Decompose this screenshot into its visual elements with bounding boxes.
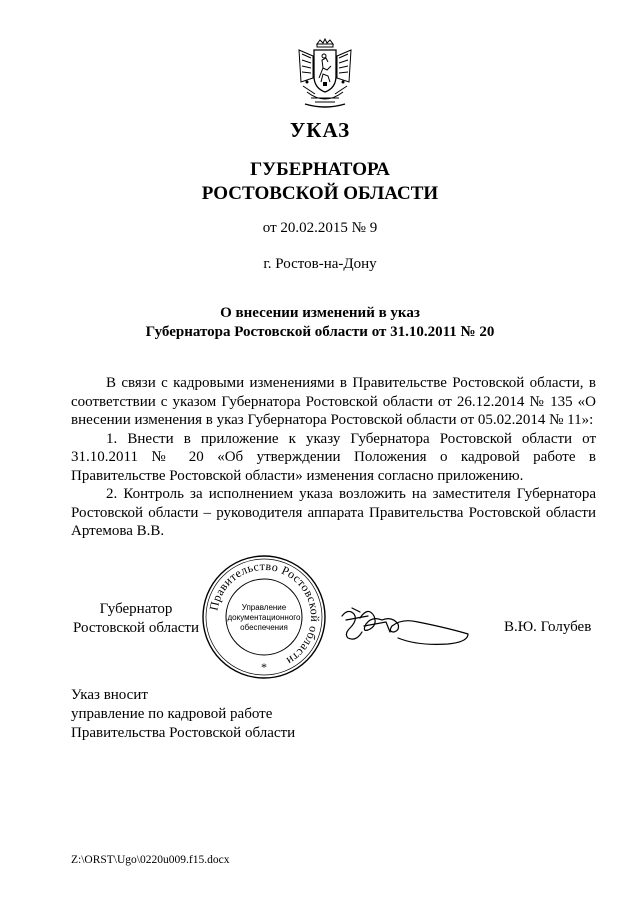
submitted-by-note	[71, 686, 295, 743]
subject-line-2: Губернатора Ростовской области от 31.10.2011 № 20	[145, 324, 495, 340]
position-line-1: Губернатор	[99, 601, 173, 617]
decree-subject	[0, 304, 640, 342]
submitted-by-line-2: управление по кадровой работе	[71, 706, 273, 722]
seal-center-line-1: Управление	[241, 603, 287, 612]
handwritten-signature	[338, 598, 472, 648]
signatory-position	[71, 600, 201, 638]
issue-city: г. Ростов-на-Дону	[263, 256, 377, 272]
official-seal	[200, 553, 328, 681]
submitted-by-line-3: Правительства Ростовской области	[71, 725, 296, 741]
seal-star: *	[261, 660, 267, 674]
signatory-name: В.Ю. Голубев	[504, 619, 592, 635]
decree-date-number: от 20.02.2015 № 9	[262, 220, 378, 236]
submitted-by-line-1: Указ вносит	[71, 687, 148, 703]
item-2-paragraph: 2. Контроль за исполнением указа возложить на заместителя Губернатора Ростовской области – руководителя аппарата Правительства Ростовской области Артемова В.В.	[71, 486, 596, 539]
issuer-line-1: ГУБЕРНАТОРА	[250, 159, 390, 180]
coat-of-arms-icon	[293, 38, 357, 110]
seal-center-line-3: обеспечения	[240, 623, 288, 632]
preamble-paragraph: В связи с кадровыми изменениями в Правительстве Ростовской области, в соответствии с указом Губернатора Ростовской области от 26.12.2014 № 135 «О внесении изменения в указ Губернатора Ростовской области от 05.02.2014 № 11»:	[71, 375, 596, 428]
issuer-heading	[0, 158, 640, 206]
decree-type-heading: УКАЗ	[289, 118, 351, 142]
seal-ring-text: Правительство Ростовской области	[206, 558, 323, 669]
document-file-path: Z:\ORST\Ugo\0220u009.f15.docx	[71, 854, 230, 866]
seal-center-line-2: документационного	[227, 613, 301, 622]
issuer-line-2: РОСТОВСКОЙ ОБЛАСТИ	[201, 183, 439, 204]
position-line-2: Ростовской области	[73, 620, 199, 636]
decree-body	[71, 374, 596, 541]
item-1-paragraph: 1. Внести в приложение к указу Губернатора Ростовской области от 31.10.2011 № 20 «Об утверждении Положения о кадровой работе в Правительстве Ростовской области» изменения согласно приложению.	[71, 430, 596, 484]
subject-line-1: О внесении изменений в указ	[220, 305, 420, 321]
